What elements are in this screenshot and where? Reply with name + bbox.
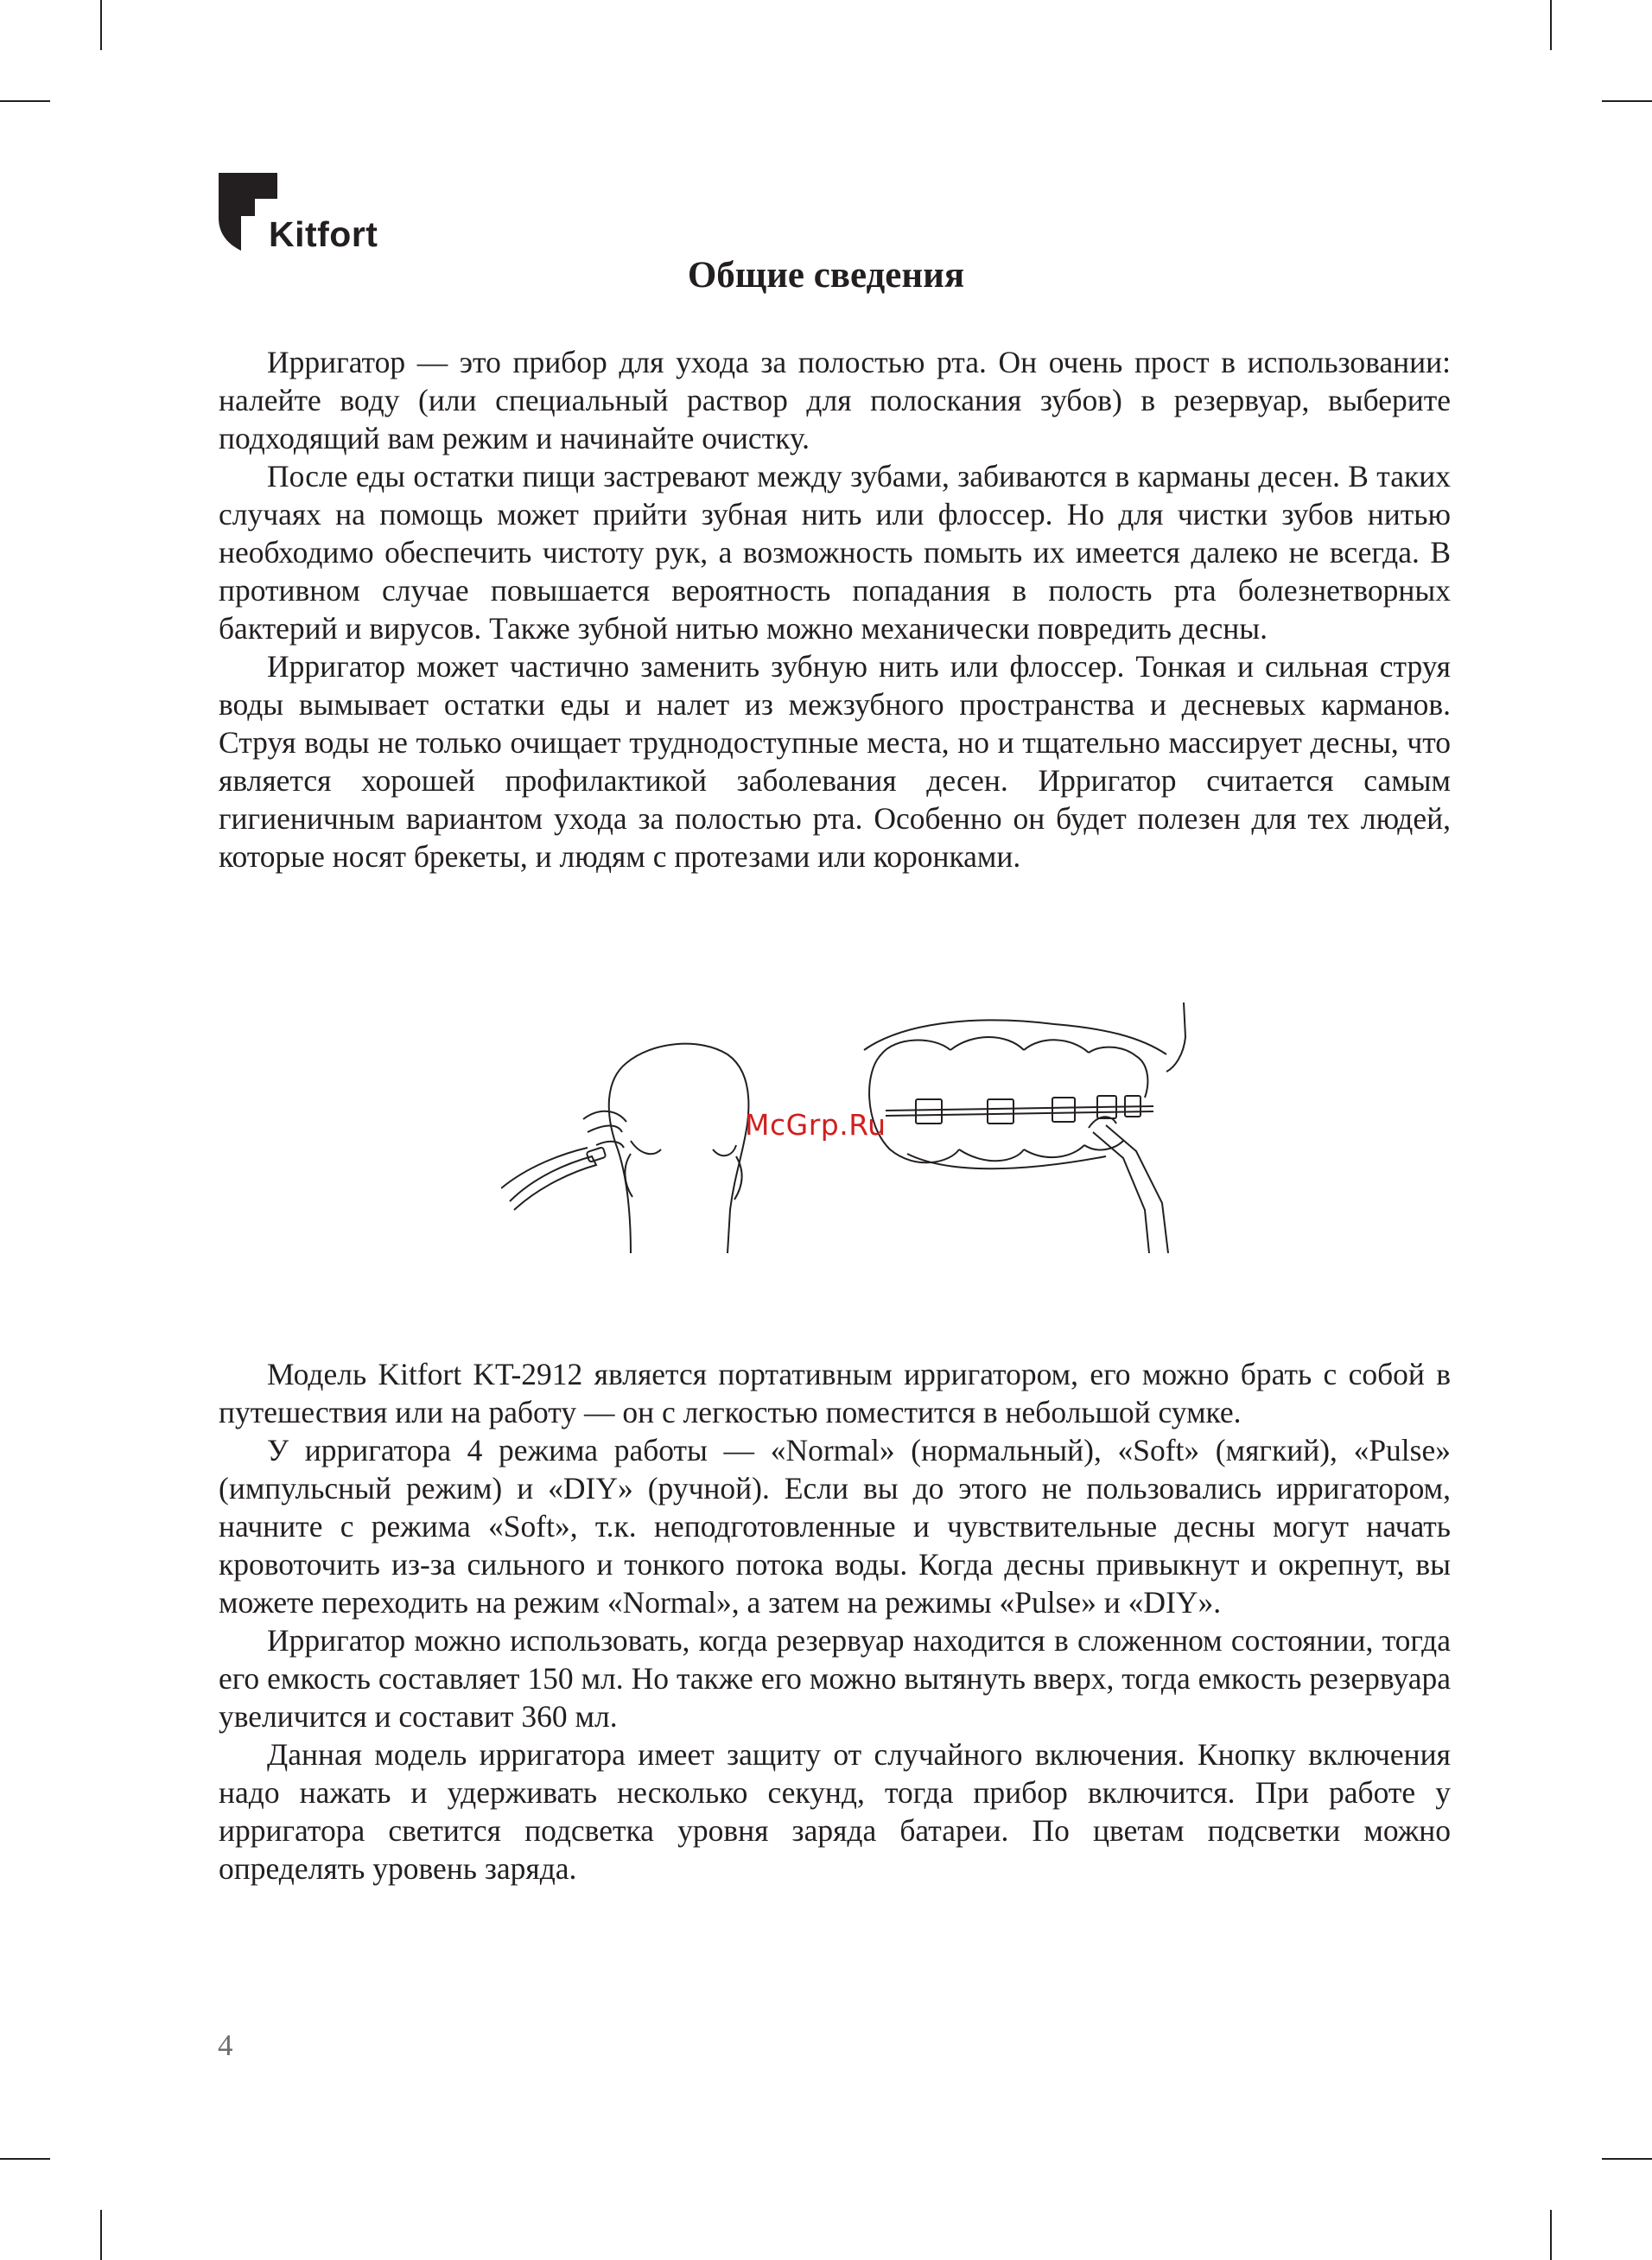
- crop-mark: [1602, 100, 1652, 102]
- logo-text: Kitfort: [269, 214, 378, 254]
- page-number: 4: [218, 2028, 233, 2062]
- paragraph: Ирригатор — это прибор для ухода за полостью рта. Он очень прост в использовании: налейте воду (или специальный раствор для полоскания зубов) в резервуар, выберите подходящий вам режим и начинайте очистку.: [219, 345, 1451, 455]
- crop-mark: [100, 2210, 102, 2260]
- page-title: Общие сведения: [687, 255, 965, 296]
- paragraph: Ирригатор можно использовать, когда резервуар находится в сложенном состоянии, тогда его емкость составляет 150 мл. Но также его можно вытянуть вверх, тогда емкость резервуара увеличится и составит 360 мл.: [219, 1623, 1451, 1734]
- crop-mark: [1550, 2210, 1552, 2260]
- crop-mark: [0, 100, 50, 102]
- paragraph: Ирригатор может частично заменить зубную нить или флоссер. Тонкая и сильная струя воды вымывает остатки еды и налет из межзубного пространства и десневых карманов. Струя воды не только очищает труднодоступные места, но и тщательно массирует десны, что является хорошей профилактикой заболевания десен. Ирригатор считается самым гигиеничным вариантом ухода за полостью рта. Особенно он будет полезен для тех людей, которые носят брекеты, и людям с протезами или коронками.: [219, 649, 1451, 874]
- paragraph: После еды остатки пищи застревают между зубами, забиваются в карманы десен. В таких случаях на помощь может прийти зубная нить или флоссер. Но для чистки зубов нитью необходимо обеспечить чистоту рук, а возможность помыть их имеется далеко не всегда. В противном случае повышается вероятность попадания в полость рта болезнетворных бактерий и вирусов. Также зубной нитью можно механически повредить десны.: [219, 459, 1451, 646]
- paragraph: У ирригатора 4 режима работы — «Normal» (нормальный), «Soft» (мягкий), «Pulse» (импульсный режим) и «DIY» (ручной). Если вы до этого не пользовались ирригатором, начните с режима «Soft», т.к. неподготовленные и чувствительные десны могут начать кровоточить из-за сильного и тонкого потока воды. Когда десны привыкнут и окрепнут, вы можете переходить на режим «Normal», а затем на режимы «Pulse» и «DIY».: [219, 1433, 1451, 1620]
- crop-mark: [1602, 2158, 1652, 2160]
- crop-mark: [1550, 0, 1552, 50]
- crop-mark: [0, 2158, 50, 2160]
- paragraph: Данная модель ирригатора имеет защиту от случайного включения. Кнопку включения надо нажать и удерживать несколько секунд, тогда прибор включится. При работе у ирригатора светится подсветка уровня заряда батареи. По цветам подсветки можно определять уровень заряда.: [219, 1737, 1451, 1886]
- crop-mark: [100, 0, 102, 50]
- watermark: McGrp.Ru: [745, 1108, 886, 1142]
- intro-text: [219, 343, 1451, 875]
- paragraph: Модель Kitfort KT-2912 является портативным ирригатором, его можно брать с собой в путешествия или на работу — он с легкостью поместится в небольшой сумке.: [219, 1357, 1451, 1429]
- kitfort-logo: [219, 173, 391, 255]
- model-description: [219, 1355, 1451, 1888]
